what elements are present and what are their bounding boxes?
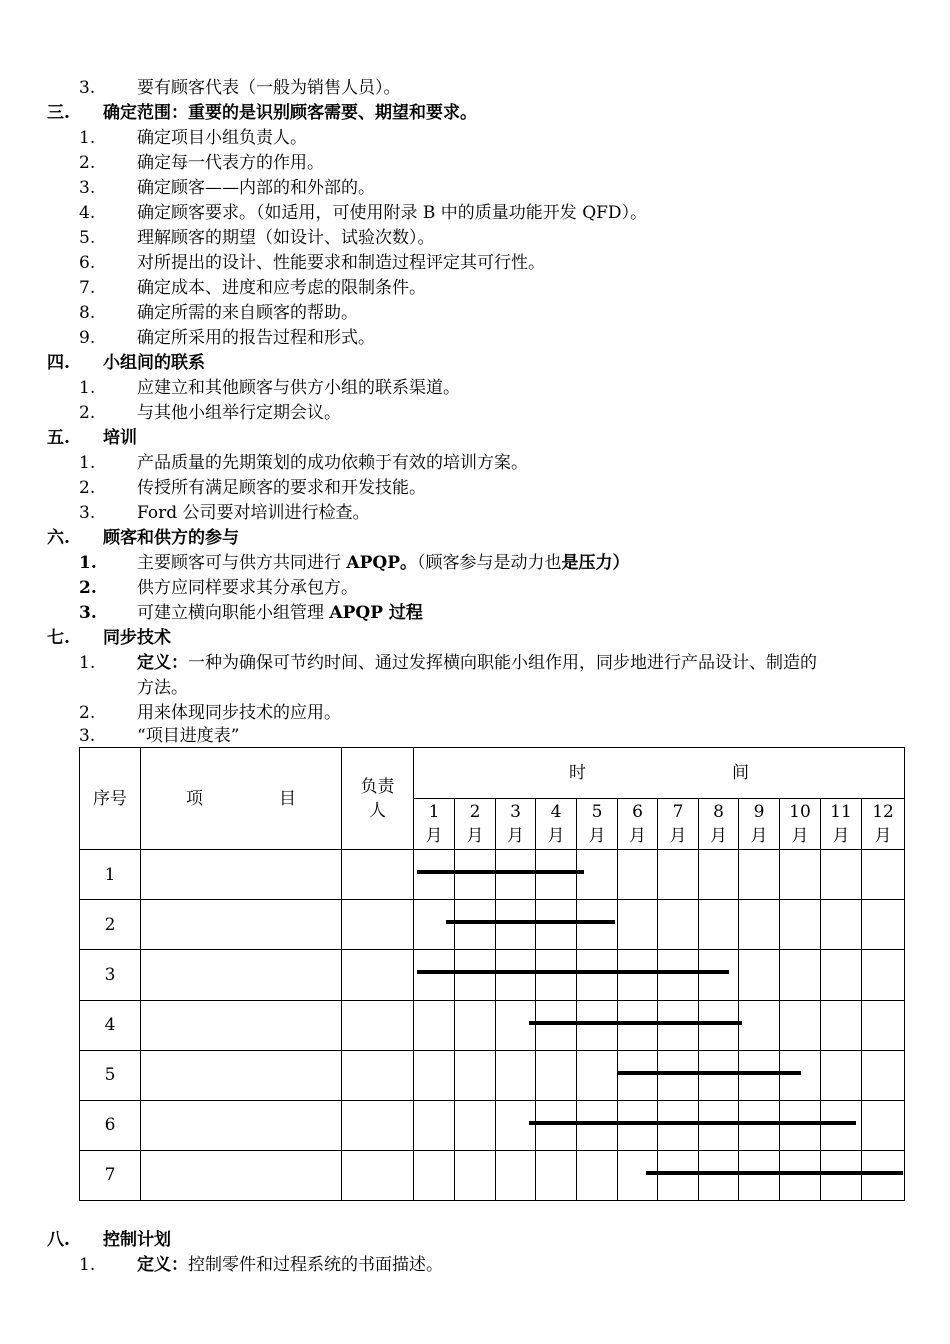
item-text: Ford 公司要对培训进行检查。 <box>137 503 370 523</box>
month-header <box>821 799 862 850</box>
month-header <box>862 799 905 850</box>
item-number: 3. <box>79 178 96 198</box>
item-number: 5. <box>79 228 96 248</box>
month-number: 7 <box>672 802 684 823</box>
month-number: 12 <box>872 802 894 823</box>
month-number: 9 <box>753 802 765 823</box>
item-text: 要有顾客代表（一般为销售人员）。 <box>137 78 401 98</box>
item-number: 1. <box>79 1255 96 1275</box>
row-number: 6 <box>80 1100 141 1150</box>
owner-cell <box>342 950 414 1000</box>
month-number: 8 <box>713 802 724 823</box>
item-cell <box>141 1000 342 1050</box>
item-number: 2. <box>79 478 96 498</box>
item-cell <box>141 1100 342 1150</box>
definition-text: 控制零件和过程系统的书面描述。 <box>188 1255 443 1275</box>
section-number: 六. <box>47 528 70 548</box>
item-text: 确定顾客要求。（如适用，可使用附录 B 中的质量功能开发 QFD）。 <box>137 203 648 223</box>
month-unit: 月 <box>710 826 727 847</box>
month-number: 11 <box>830 802 852 823</box>
section-title: 同步技术 <box>103 628 171 648</box>
owner-cell <box>342 900 414 950</box>
row-number: 5 <box>80 1050 141 1100</box>
month-header <box>414 799 455 850</box>
section-number: 五. <box>47 428 70 448</box>
item-number: 2. <box>79 703 96 723</box>
item-text: 应建立和其他顾客与供方小组的联系渠道。 <box>137 378 460 398</box>
month-number: 3 <box>510 802 521 823</box>
row-number: 7 <box>80 1150 141 1200</box>
month-unit: 月 <box>629 826 646 847</box>
item-number: 8. <box>79 303 96 323</box>
table-row <box>80 950 905 1000</box>
item-number: 3. <box>79 603 97 623</box>
item-text: 确定所需的来自顾客的帮助。 <box>137 303 358 323</box>
item-text: 确定所采用的报告过程和形式。 <box>137 328 375 348</box>
month-header <box>496 799 536 850</box>
row-number: 3 <box>80 950 141 1000</box>
item-text <box>137 551 629 576</box>
table-row <box>80 1100 905 1150</box>
text-part: 可建立横向职能小组管理 <box>137 603 330 623</box>
section-number: 八. <box>47 1230 70 1250</box>
item-number: 1. <box>79 653 96 673</box>
item-number: 3. <box>79 726 96 746</box>
item-number: 2. <box>79 153 96 173</box>
item-cell <box>141 850 342 900</box>
section-title: 控制计划 <box>103 1230 171 1250</box>
gantt-bar <box>646 1171 903 1175</box>
section-number: 四. <box>47 353 70 373</box>
owner-cell <box>342 1050 414 1100</box>
item-cell <box>141 950 342 1000</box>
gantt-bar <box>417 970 729 974</box>
item-number: 1. <box>79 553 97 573</box>
month-unit: 月 <box>791 826 809 847</box>
section-title: 培训 <box>103 428 137 448</box>
month-unit: 月 <box>425 826 443 847</box>
item-cell <box>141 900 342 950</box>
month-header <box>780 799 821 850</box>
month-unit: 月 <box>750 826 768 847</box>
item-number: 3. <box>79 503 96 523</box>
header-item-a: 项 <box>186 788 203 809</box>
month-number: 1 <box>428 802 440 823</box>
item-number: 3. <box>79 78 96 98</box>
item-text: 供方应同样要求其分承包方。 <box>137 578 358 598</box>
section-number: 三. <box>47 103 70 123</box>
header-owner <box>342 748 414 850</box>
month-header <box>577 799 618 850</box>
item-text <box>137 651 817 676</box>
item-text: 确定顾客——内部的和外部的。 <box>137 178 375 198</box>
month-unit: 月 <box>547 826 565 847</box>
header-time-b: 间 <box>732 763 750 784</box>
section-number: 七. <box>47 628 70 648</box>
month-unit: 月 <box>466 826 484 847</box>
month-number: 10 <box>789 802 811 823</box>
month-number: 2 <box>469 802 481 823</box>
owner-cell <box>342 1100 414 1150</box>
item-text: 方法。 <box>137 678 188 698</box>
table-row <box>80 900 905 950</box>
month-unit: 月 <box>832 826 850 847</box>
item-cell <box>141 1050 342 1100</box>
item-number: 2. <box>79 403 96 423</box>
definition-text: 一种为确保可节约时间、通过发挥横向职能小组作用，同步地进行产品设计、制造的 <box>188 653 817 673</box>
month-number: 6 <box>632 802 643 823</box>
item-text: 确定项目小组负责人。 <box>137 128 307 148</box>
month-header <box>455 799 496 850</box>
gantt-bar <box>529 1121 856 1125</box>
item-text: 产品质量的先期策划的成功依赖于有效的培训方案。 <box>137 453 528 473</box>
item-number: 6. <box>79 253 96 273</box>
item-number: 2. <box>79 578 97 598</box>
month-number: 4 <box>550 802 562 823</box>
item-cell <box>141 1150 342 1200</box>
item-text: 传授所有满足顾客的要求和开发技能。 <box>137 478 426 498</box>
item-text: 理解顾客的期望（如设计、试验次数）。 <box>137 228 435 248</box>
month-unit: 月 <box>588 826 606 847</box>
owner-cell <box>342 1150 414 1200</box>
item-text <box>137 601 423 626</box>
header-time-a: 时 <box>569 763 587 784</box>
row-number: 4 <box>80 1000 141 1050</box>
section-title: 顾客和供方的参与 <box>103 528 239 548</box>
item-text: 与其他小组举行定期会议。 <box>137 403 341 423</box>
owner-cell <box>342 1000 414 1050</box>
month-unit: 月 <box>669 826 687 847</box>
table-row <box>80 1150 905 1200</box>
definition-label: 定义： <box>137 653 188 673</box>
table-row <box>80 1050 905 1100</box>
month-header <box>739 799 780 850</box>
item-text: 确定每一代表方的作用。 <box>137 153 324 173</box>
item-text: 确定成本、进度和应考虑的限制条件。 <box>137 278 426 298</box>
month-number: 5 <box>591 802 603 823</box>
apqp-process-bold: APQP 过程 <box>329 603 423 623</box>
header-time <box>414 748 905 799</box>
gantt-bar <box>529 1021 741 1025</box>
gantt-bar <box>417 870 584 874</box>
item-text: “项目进度表” <box>137 726 240 746</box>
header-owner-a: 负责 <box>360 776 395 797</box>
header-item-b: 目 <box>279 788 296 809</box>
pressure-bold: 是压力） <box>561 553 630 573</box>
item-number: 1. <box>79 128 96 148</box>
section-title: 小组间的联系 <box>103 353 205 373</box>
item-number: 1. <box>79 453 96 473</box>
header-number: 序号 <box>80 748 141 850</box>
header-item <box>141 748 342 850</box>
item-text <box>137 1253 443 1278</box>
item-text: 对所提出的设计、性能要求和制造过程评定其可行性。 <box>137 253 545 273</box>
month-header <box>699 799 739 850</box>
month-header <box>658 799 699 850</box>
text-part: 主要顾客可与供方共同进行 <box>137 553 347 573</box>
apqp-bold: APQP。 <box>346 553 417 573</box>
item-number: 7. <box>79 278 96 298</box>
item-number: 1. <box>79 378 96 398</box>
item-number: 4. <box>79 203 96 223</box>
month-unit: 月 <box>507 826 524 847</box>
month-header <box>536 799 577 850</box>
gantt-bar <box>617 1071 801 1075</box>
section-title: 确定范围：重要的是识别顾客需要、期望和要求。 <box>103 103 477 123</box>
month-header <box>618 799 658 850</box>
header-owner-b: 人 <box>369 800 386 821</box>
gantt-bar <box>446 920 615 924</box>
text-part: （顾客参与是动力也 <box>416 553 562 573</box>
item-text: 用来体现同步技术的应用。 <box>137 703 341 723</box>
item-number: 9. <box>79 328 96 348</box>
row-number: 1 <box>80 850 141 900</box>
owner-cell <box>342 850 414 900</box>
definition-label: 定义： <box>137 1255 188 1275</box>
row-number: 2 <box>80 900 141 950</box>
table-row <box>80 1000 905 1050</box>
table-row <box>80 850 905 900</box>
month-unit: 月 <box>874 826 892 847</box>
